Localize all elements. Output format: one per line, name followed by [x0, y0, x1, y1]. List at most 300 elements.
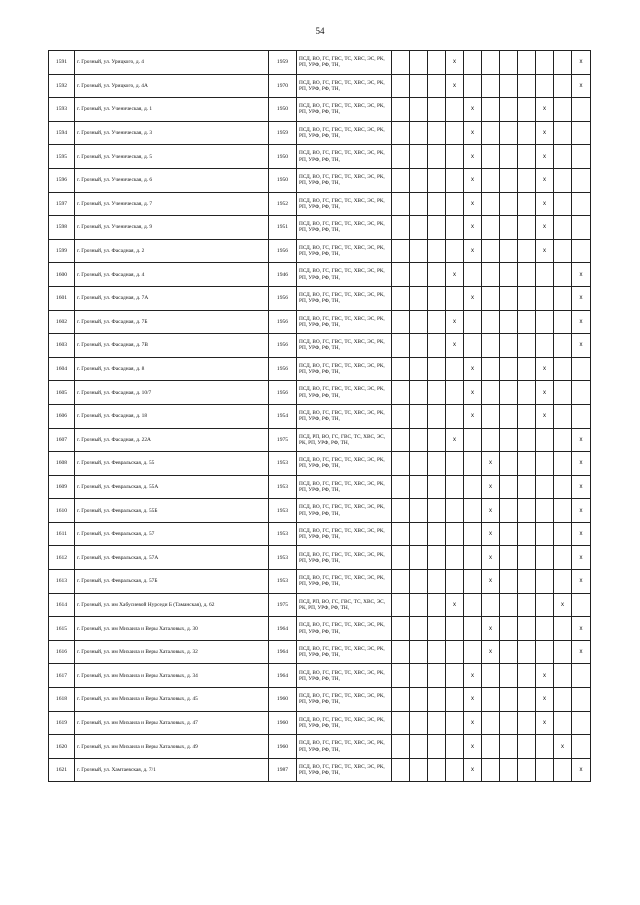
row-mark-cell — [572, 98, 591, 122]
row-mark-cell — [482, 286, 500, 310]
row-mark-cell — [410, 74, 428, 98]
row-mark-cell — [410, 192, 428, 216]
row-mark-cell — [428, 334, 446, 358]
row-mark-cell — [518, 428, 536, 452]
row-services: ПСД, ВО, ГС, ГВС, ТС, ХВС, ЭС, РК, РП, УРФ, РФ, ТН, — [297, 145, 392, 169]
row-number: 1616 — [49, 640, 75, 664]
row-mark-cell — [482, 593, 500, 617]
row-mark-cell: x — [572, 310, 591, 334]
row-mark-cell — [500, 98, 518, 122]
row-mark-cell: x — [446, 428, 464, 452]
row-mark-cell — [410, 121, 428, 145]
table-row — [49, 452, 591, 476]
row-mark-cell: x — [446, 51, 464, 75]
row-mark-cell — [410, 570, 428, 594]
row-mark-cell: x — [536, 381, 554, 405]
row-mark-cell — [482, 216, 500, 240]
row-mark-cell — [536, 334, 554, 358]
table-row — [49, 310, 591, 334]
row-address: г. Грозный, ул. Фасадная, д. 10/7 — [75, 381, 269, 405]
row-year: 1964 — [269, 640, 297, 664]
row-mark-cell — [482, 239, 500, 263]
row-year: 1951 — [269, 216, 297, 240]
row-mark-cell — [392, 216, 410, 240]
row-mark-cell — [500, 168, 518, 192]
row-mark-cell: x — [572, 51, 591, 75]
row-services: ПСД, ВО, ГС, ГВС, ТС, ХВС, ЭС, РК, РП, УРФ, РФ, ТН, — [297, 74, 392, 98]
row-mark-cell — [410, 452, 428, 476]
row-mark-cell — [518, 310, 536, 334]
row-mark-cell: x — [536, 664, 554, 688]
row-services: ПСД, ВО, ГС, ГВС, ТС, ХВС, ЭС, РК, РП, УРФ, РФ, ТН, — [297, 499, 392, 523]
row-mark-cell — [536, 74, 554, 98]
row-mark-cell: x — [464, 381, 482, 405]
row-mark-cell — [446, 98, 464, 122]
row-mark-cell — [428, 51, 446, 75]
row-mark-cell — [518, 168, 536, 192]
row-mark-cell — [446, 404, 464, 428]
row-mark-cell: x — [572, 74, 591, 98]
row-mark-cell — [518, 758, 536, 782]
row-mark-cell — [446, 735, 464, 759]
row-mark-cell — [500, 452, 518, 476]
row-number: 1601 — [49, 286, 75, 310]
row-year: 1953 — [269, 546, 297, 570]
table-body — [49, 51, 591, 782]
table-row — [49, 334, 591, 358]
row-mark-cell — [446, 168, 464, 192]
row-number: 1598 — [49, 216, 75, 240]
row-mark-cell — [410, 98, 428, 122]
table-row — [49, 357, 591, 381]
row-mark-cell — [572, 192, 591, 216]
row-mark-cell — [446, 499, 464, 523]
row-mark-cell — [446, 381, 464, 405]
row-mark-cell — [428, 428, 446, 452]
row-address: г. Грозный, ул. Фасадная, д. 7А — [75, 286, 269, 310]
row-address: г. Грозный, ул. Февральская, д. 57 — [75, 522, 269, 546]
row-mark-cell: x — [464, 711, 482, 735]
table-row — [49, 546, 591, 570]
row-mark-cell — [464, 640, 482, 664]
table-row — [49, 121, 591, 145]
row-address: г. Грозный, ул. Ученическая, д. 7 — [75, 192, 269, 216]
row-address: г. Грозный, ул. Фасадная, д. 4 — [75, 263, 269, 287]
row-mark-cell — [464, 570, 482, 594]
row-mark-cell — [518, 522, 536, 546]
row-mark-cell — [464, 546, 482, 570]
row-mark-cell — [518, 499, 536, 523]
row-address: г. Грозный, ул. Ученическая, д. 5 — [75, 145, 269, 169]
row-year: 1950 — [269, 98, 297, 122]
row-mark-cell — [554, 711, 572, 735]
row-address: г. Грозный, ул. Фасадная, д. 2 — [75, 239, 269, 263]
table-row — [49, 404, 591, 428]
row-mark-cell — [428, 546, 446, 570]
row-services: ПСД, ВО, ГС, ГВС, ТС, ХВС, ЭС, РК, РП, УРФ, РФ, ТН, — [297, 357, 392, 381]
row-mark-cell — [500, 546, 518, 570]
row-mark-cell — [410, 216, 428, 240]
row-address: г. Грозный, ул. Ученическая, д. 1 — [75, 98, 269, 122]
row-mark-cell — [554, 617, 572, 641]
row-mark-cell — [428, 192, 446, 216]
row-mark-cell — [392, 51, 410, 75]
row-mark-cell — [572, 216, 591, 240]
row-mark-cell — [410, 381, 428, 405]
row-year: 1956 — [269, 381, 297, 405]
row-mark-cell — [500, 192, 518, 216]
row-year: 1964 — [269, 617, 297, 641]
row-mark-cell — [554, 404, 572, 428]
row-mark-cell: x — [464, 664, 482, 688]
row-mark-cell — [446, 286, 464, 310]
row-address: г. Грозный, ул. Фасадная, д. 7В — [75, 334, 269, 358]
row-mark-cell — [392, 593, 410, 617]
row-services: ПСД, ВО, ГС, ГВС, ТС, ХВС, ЭС, РК, РП, УРФ, РФ, ТН, — [297, 617, 392, 641]
table-row — [49, 688, 591, 712]
row-mark-cell — [482, 168, 500, 192]
row-mark-cell: x — [464, 121, 482, 145]
row-mark-cell — [482, 334, 500, 358]
row-mark-cell: x — [464, 758, 482, 782]
row-mark-cell — [446, 121, 464, 145]
row-mark-cell: x — [464, 735, 482, 759]
row-mark-cell — [392, 404, 410, 428]
row-mark-cell: x — [554, 735, 572, 759]
row-number: 1606 — [49, 404, 75, 428]
row-number: 1610 — [49, 499, 75, 523]
row-services: ПСД, ВО, ГС, ГВС, ТС, ХВС, ЭС, РК, РП, УРФ, РФ, ТН, — [297, 522, 392, 546]
row-mark-cell: x — [536, 404, 554, 428]
row-mark-cell — [572, 593, 591, 617]
row-year: 1953 — [269, 499, 297, 523]
row-mark-cell — [500, 239, 518, 263]
row-mark-cell — [500, 475, 518, 499]
row-number: 1597 — [49, 192, 75, 216]
row-mark-cell — [410, 239, 428, 263]
row-mark-cell — [554, 51, 572, 75]
table-row — [49, 735, 591, 759]
row-services: ПСД, ВО, ГС, ГВС, ТС, ХВС, ЭС, РК, РП, УРФ, РФ, ТН, — [297, 263, 392, 287]
row-services: ПСД, ВО, ГС, ГВС, ТС, ХВС, ЭС, РК, РП, УРФ, РФ, ТН, — [297, 570, 392, 594]
row-mark-cell — [482, 688, 500, 712]
row-mark-cell: x — [482, 452, 500, 476]
row-mark-cell — [464, 452, 482, 476]
row-mark-cell — [392, 239, 410, 263]
row-mark-cell — [536, 286, 554, 310]
row-year: 1954 — [269, 404, 297, 428]
row-mark-cell — [518, 617, 536, 641]
table-row — [49, 711, 591, 735]
row-mark-cell — [410, 593, 428, 617]
row-mark-cell — [554, 758, 572, 782]
row-mark-cell: x — [464, 216, 482, 240]
row-number: 1620 — [49, 735, 75, 759]
row-mark-cell — [536, 758, 554, 782]
row-mark-cell — [446, 688, 464, 712]
row-mark-cell — [428, 570, 446, 594]
row-mark-cell: x — [446, 334, 464, 358]
row-mark-cell — [410, 310, 428, 334]
table-row — [49, 51, 591, 75]
row-mark-cell — [482, 711, 500, 735]
row-mark-cell — [518, 593, 536, 617]
table-row — [49, 98, 591, 122]
row-mark-cell: x — [572, 570, 591, 594]
row-mark-cell — [536, 617, 554, 641]
row-number: 1595 — [49, 145, 75, 169]
row-mark-cell — [428, 168, 446, 192]
row-address: г. Грозный, ул. Ученическая, д. 9 — [75, 216, 269, 240]
row-mark-cell — [500, 310, 518, 334]
row-mark-cell — [572, 357, 591, 381]
row-mark-cell — [392, 286, 410, 310]
row-mark-cell — [572, 735, 591, 759]
row-services: ПСД, ВО, ГС, ГВС, ТС, ХВС, ЭС, РК, РП, УРФ, РФ, ТН, — [297, 310, 392, 334]
row-number: 1621 — [49, 758, 75, 782]
row-mark-cell — [554, 192, 572, 216]
row-services: ПСД, ВО, ГС, ГВС, ТС, ХВС, ЭС, РК, РП, УРФ, РФ, ТН, — [297, 475, 392, 499]
row-mark-cell — [518, 452, 536, 476]
row-address: г. Грозный, ул. Февральская, д. 55А — [75, 475, 269, 499]
row-number: 1592 — [49, 74, 75, 98]
row-mark-cell — [518, 404, 536, 428]
row-mark-cell — [536, 310, 554, 334]
row-mark-cell — [392, 74, 410, 98]
row-mark-cell — [428, 74, 446, 98]
row-mark-cell: x — [536, 98, 554, 122]
row-mark-cell — [518, 735, 536, 759]
table-row — [49, 381, 591, 405]
row-mark-cell — [482, 74, 500, 98]
row-address: г. Грозный, ул. Хамтаевская, д. 7/1 — [75, 758, 269, 782]
row-mark-cell: x — [482, 522, 500, 546]
row-number: 1608 — [49, 452, 75, 476]
row-mark-cell — [392, 98, 410, 122]
row-number: 1615 — [49, 617, 75, 641]
row-year: 1953 — [269, 452, 297, 476]
row-mark-cell — [446, 640, 464, 664]
row-mark-cell — [554, 428, 572, 452]
row-mark-cell: x — [464, 168, 482, 192]
row-mark-cell — [572, 239, 591, 263]
row-mark-cell — [392, 711, 410, 735]
row-services: ПСД, ВО, ГС, ГВС, ТС, ХВС, ЭС, РК, РП, УРФ, РФ, ТН, — [297, 121, 392, 145]
row-address: г. Грозный, ул. Февральская, д. 55 — [75, 452, 269, 476]
row-mark-cell — [518, 192, 536, 216]
row-mark-cell — [482, 145, 500, 169]
row-year: 1987 — [269, 758, 297, 782]
row-year: 1956 — [269, 239, 297, 263]
row-mark-cell: x — [572, 617, 591, 641]
row-mark-cell: x — [572, 546, 591, 570]
table-row — [49, 758, 591, 782]
row-number: 1613 — [49, 570, 75, 594]
row-mark-cell: x — [446, 310, 464, 334]
row-mark-cell — [500, 522, 518, 546]
row-mark-cell: x — [536, 688, 554, 712]
row-mark-cell — [554, 286, 572, 310]
row-mark-cell — [410, 640, 428, 664]
row-mark-cell — [464, 428, 482, 452]
row-services: ПСД, ВО, ГС, ГВС, ТС, ХВС, ЭС, РК, РП, УРФ, РФ, ТН, — [297, 758, 392, 782]
row-mark-cell — [446, 216, 464, 240]
row-mark-cell — [392, 499, 410, 523]
row-mark-cell: x — [572, 452, 591, 476]
row-mark-cell — [554, 263, 572, 287]
row-mark-cell — [518, 216, 536, 240]
row-mark-cell — [500, 74, 518, 98]
row-mark-cell — [392, 168, 410, 192]
row-mark-cell — [554, 74, 572, 98]
row-mark-cell — [464, 310, 482, 334]
row-mark-cell — [446, 452, 464, 476]
row-mark-cell: x — [482, 617, 500, 641]
row-mark-cell — [572, 121, 591, 145]
row-mark-cell — [392, 452, 410, 476]
row-mark-cell: x — [536, 239, 554, 263]
row-services: ПСД, ВО, ГС, ГВС, ТС, ХВС, ЭС, РК, РП, УРФ, РФ, ТН, — [297, 640, 392, 664]
row-mark-cell — [428, 711, 446, 735]
row-mark-cell — [554, 168, 572, 192]
row-number: 1609 — [49, 475, 75, 499]
row-mark-cell — [518, 239, 536, 263]
row-mark-cell — [410, 334, 428, 358]
row-mark-cell — [392, 145, 410, 169]
row-mark-cell — [482, 735, 500, 759]
row-mark-cell — [392, 640, 410, 664]
row-mark-cell — [500, 711, 518, 735]
row-mark-cell — [392, 475, 410, 499]
row-mark-cell — [446, 570, 464, 594]
row-mark-cell — [518, 334, 536, 358]
row-mark-cell — [500, 570, 518, 594]
row-mark-cell — [554, 98, 572, 122]
row-mark-cell — [428, 499, 446, 523]
row-mark-cell — [518, 286, 536, 310]
row-mark-cell: x — [572, 758, 591, 782]
row-mark-cell — [392, 664, 410, 688]
row-mark-cell — [536, 522, 554, 546]
row-mark-cell — [500, 688, 518, 712]
row-services: ПСД, ВО, ГС, ГВС, ТС, ХВС, ЭС, РК, РП, УРФ, РФ, ТН, — [297, 664, 392, 688]
row-mark-cell — [500, 145, 518, 169]
row-mark-cell — [482, 381, 500, 405]
row-mark-cell — [500, 357, 518, 381]
row-mark-cell — [518, 664, 536, 688]
row-address: г. Грозный, ул. им Михаила и Веры Хаталовых, д. 45 — [75, 688, 269, 712]
row-mark-cell — [446, 357, 464, 381]
row-mark-cell: x — [572, 475, 591, 499]
row-mark-cell — [572, 145, 591, 169]
row-number: 1602 — [49, 310, 75, 334]
row-number: 1618 — [49, 688, 75, 712]
row-mark-cell: x — [536, 711, 554, 735]
row-mark-cell: x — [482, 475, 500, 499]
row-mark-cell: x — [446, 593, 464, 617]
row-year: 1953 — [269, 570, 297, 594]
row-mark-cell: x — [464, 192, 482, 216]
row-mark-cell — [554, 145, 572, 169]
row-address: г. Грозный, ул. им Михаила и Веры Хаталовых, д. 34 — [75, 664, 269, 688]
row-services: ПСД, ВО, ГС, ГВС, ТС, ХВС, ЭС, РК, РП, УРФ, РФ, ТН, — [297, 51, 392, 75]
row-year: 1960 — [269, 688, 297, 712]
row-number: 1605 — [49, 381, 75, 405]
row-mark-cell — [554, 475, 572, 499]
row-mark-cell — [554, 688, 572, 712]
row-mark-cell — [428, 239, 446, 263]
row-mark-cell — [464, 499, 482, 523]
table-row — [49, 640, 591, 664]
row-year: 1953 — [269, 475, 297, 499]
row-mark-cell — [392, 263, 410, 287]
row-mark-cell — [464, 617, 482, 641]
row-address: г. Грозный, ул. Урицкого, д. 4А — [75, 74, 269, 98]
row-mark-cell — [482, 51, 500, 75]
row-number: 1604 — [49, 357, 75, 381]
row-mark-cell: x — [482, 546, 500, 570]
row-mark-cell — [518, 688, 536, 712]
row-mark-cell — [464, 51, 482, 75]
row-mark-cell — [410, 522, 428, 546]
row-mark-cell — [428, 145, 446, 169]
row-mark-cell — [518, 546, 536, 570]
row-mark-cell — [536, 546, 554, 570]
table-row — [49, 428, 591, 452]
table-row — [49, 216, 591, 240]
row-mark-cell — [500, 381, 518, 405]
row-mark-cell — [500, 404, 518, 428]
row-mark-cell: x — [572, 286, 591, 310]
row-mark-cell — [428, 475, 446, 499]
row-mark-cell: x — [536, 192, 554, 216]
row-mark-cell — [500, 51, 518, 75]
table-row — [49, 593, 591, 617]
row-mark-cell — [572, 688, 591, 712]
row-mark-cell — [410, 546, 428, 570]
row-mark-cell — [428, 664, 446, 688]
row-mark-cell — [536, 593, 554, 617]
row-mark-cell — [410, 735, 428, 759]
row-mark-cell — [446, 711, 464, 735]
table-row — [49, 522, 591, 546]
table-row — [49, 239, 591, 263]
row-mark-cell — [554, 546, 572, 570]
row-mark-cell — [428, 357, 446, 381]
row-mark-cell — [500, 593, 518, 617]
row-mark-cell — [446, 192, 464, 216]
row-mark-cell — [410, 145, 428, 169]
row-mark-cell — [554, 570, 572, 594]
buildings-table — [48, 50, 591, 782]
row-mark-cell — [410, 711, 428, 735]
row-mark-cell — [410, 475, 428, 499]
row-mark-cell — [554, 640, 572, 664]
row-year: 1956 — [269, 286, 297, 310]
row-mark-cell — [572, 404, 591, 428]
row-mark-cell — [428, 640, 446, 664]
row-mark-cell — [500, 216, 518, 240]
row-address: г. Грозный, ул. Урицкого, д. 4 — [75, 51, 269, 75]
row-year: 1959 — [269, 121, 297, 145]
row-services: ПСД, ВО, ГС, ГВС, ТС, ХВС, ЭС, РК, РП, УРФ, РФ, ТН, — [297, 452, 392, 476]
row-mark-cell — [554, 334, 572, 358]
row-mark-cell — [410, 617, 428, 641]
row-mark-cell: x — [572, 499, 591, 523]
row-mark-cell: x — [536, 145, 554, 169]
row-mark-cell — [500, 758, 518, 782]
row-mark-cell — [500, 640, 518, 664]
